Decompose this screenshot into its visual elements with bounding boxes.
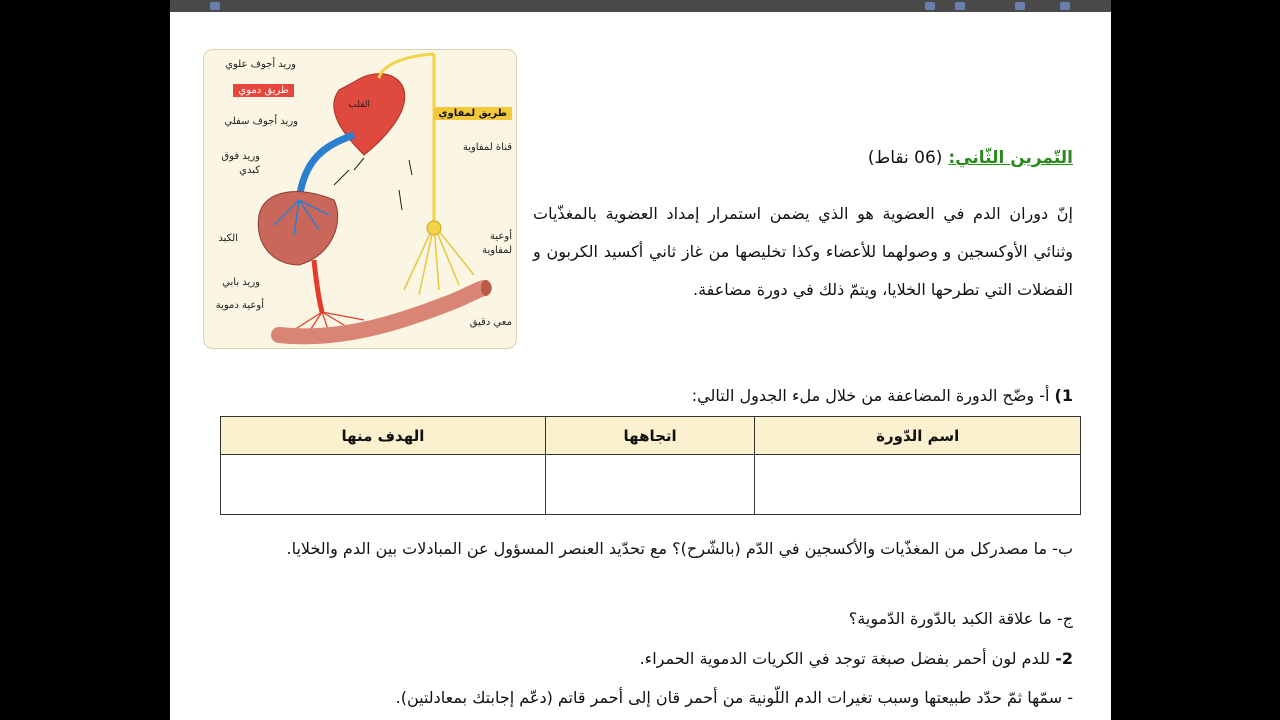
question-2-number: 2-	[1055, 649, 1073, 668]
table-row	[221, 455, 1081, 515]
circulation-diagram	[203, 49, 517, 349]
table-header-row	[221, 417, 1081, 455]
question-1-text: أ- وضّح الدورة المضاعفة من خلال ملء الجدول التالي:	[691, 386, 1050, 405]
table-header-cycle-name: اسم الدّورة	[755, 417, 1081, 455]
toolbar-icon[interactable]	[210, 2, 220, 10]
document-page	[170, 12, 1111, 720]
table-cell[interactable]	[755, 455, 1081, 515]
toolbar-icon[interactable]	[955, 2, 965, 10]
question-2	[640, 649, 1073, 668]
toolbar-icon[interactable]	[1015, 2, 1025, 10]
small-intestine-shape	[279, 288, 484, 336]
label-small-intestine: معي دقيق	[469, 317, 512, 328]
exercise-title	[868, 148, 1073, 168]
viewer-toolbar	[170, 0, 1111, 12]
table-cell[interactable]	[221, 455, 546, 515]
label-hepatic-vein: وريد فوق كبدي	[221, 151, 260, 176]
exercise-title-label: التّمرين الثّاني:	[948, 148, 1073, 168]
label-blood-route: طريق دموي	[233, 84, 294, 97]
question-1	[692, 386, 1073, 405]
label-liver: الكبد	[218, 233, 238, 244]
table-cell[interactable]	[545, 455, 755, 515]
question-b: ب- ما مصدركل من المغذّيات والأكسجين في الدّم (بالشّرح)؟ مع تحدّيد العنصر المسؤول عن المبادلات بين الدم والخلايا.	[286, 539, 1073, 558]
label-lymph-vessels: أوعية لمفاوية	[482, 231, 512, 256]
label-lymph-route: طريق لمفاوي	[433, 107, 512, 120]
label-superior-vena-cava: وريد أجوف علوي	[225, 59, 296, 70]
hepatic-vein-vessel	[299, 135, 354, 200]
question-2-sub: - سمّها ثمّ حدّد طبيعتها وسبب تغيرات الدم اللّونية من أحمر قان إلى أحمر قاتم (دعّم إجابتك بمعادلتين).	[395, 688, 1073, 707]
exercise-paragraph: إنّ دوران الدم في العضوية هو الذي يضمن استمرار إمداد العضوية بالمغذّيات وثنائي الأوكسجين و وصولهما للأعضاء وكذا تخليصها من غاز ثاني أكسيد الكربون و الفضلات التي تطرحها الخلايا، ويتمّ ذلك في دورة مضاعفة.	[533, 204, 1073, 299]
label-portal-vein: وريد بابي	[222, 277, 260, 288]
portal-vein-vessel	[314, 260, 322, 312]
label-lymph-duct: قناة لمفاوية	[462, 142, 512, 153]
heart-shape	[334, 74, 405, 155]
toolbar-icon[interactable]	[925, 2, 935, 10]
exercise-points: (06 نقاط)	[867, 148, 943, 168]
label-inferior-vena-cava: وريد أجوف سفلي	[224, 116, 298, 127]
table-header-purpose: الهدف منها	[221, 417, 546, 455]
question-2-text: للدم لون أحمر بفضل صبغة توجد في الكريات الدموية الحمراء.	[639, 649, 1051, 668]
circulation-table	[220, 416, 1081, 515]
question-1-number: 1)	[1054, 386, 1073, 405]
label-heart: القلب	[348, 100, 370, 110]
question-c: ج- ما علاقة الكبد بالدّورة الدّموية؟	[848, 609, 1073, 628]
label-blood-vessels: أوعية دموية	[215, 300, 264, 311]
table-header-direction: اتجاهها	[545, 417, 755, 455]
toolbar-icon[interactable]	[1060, 2, 1070, 10]
